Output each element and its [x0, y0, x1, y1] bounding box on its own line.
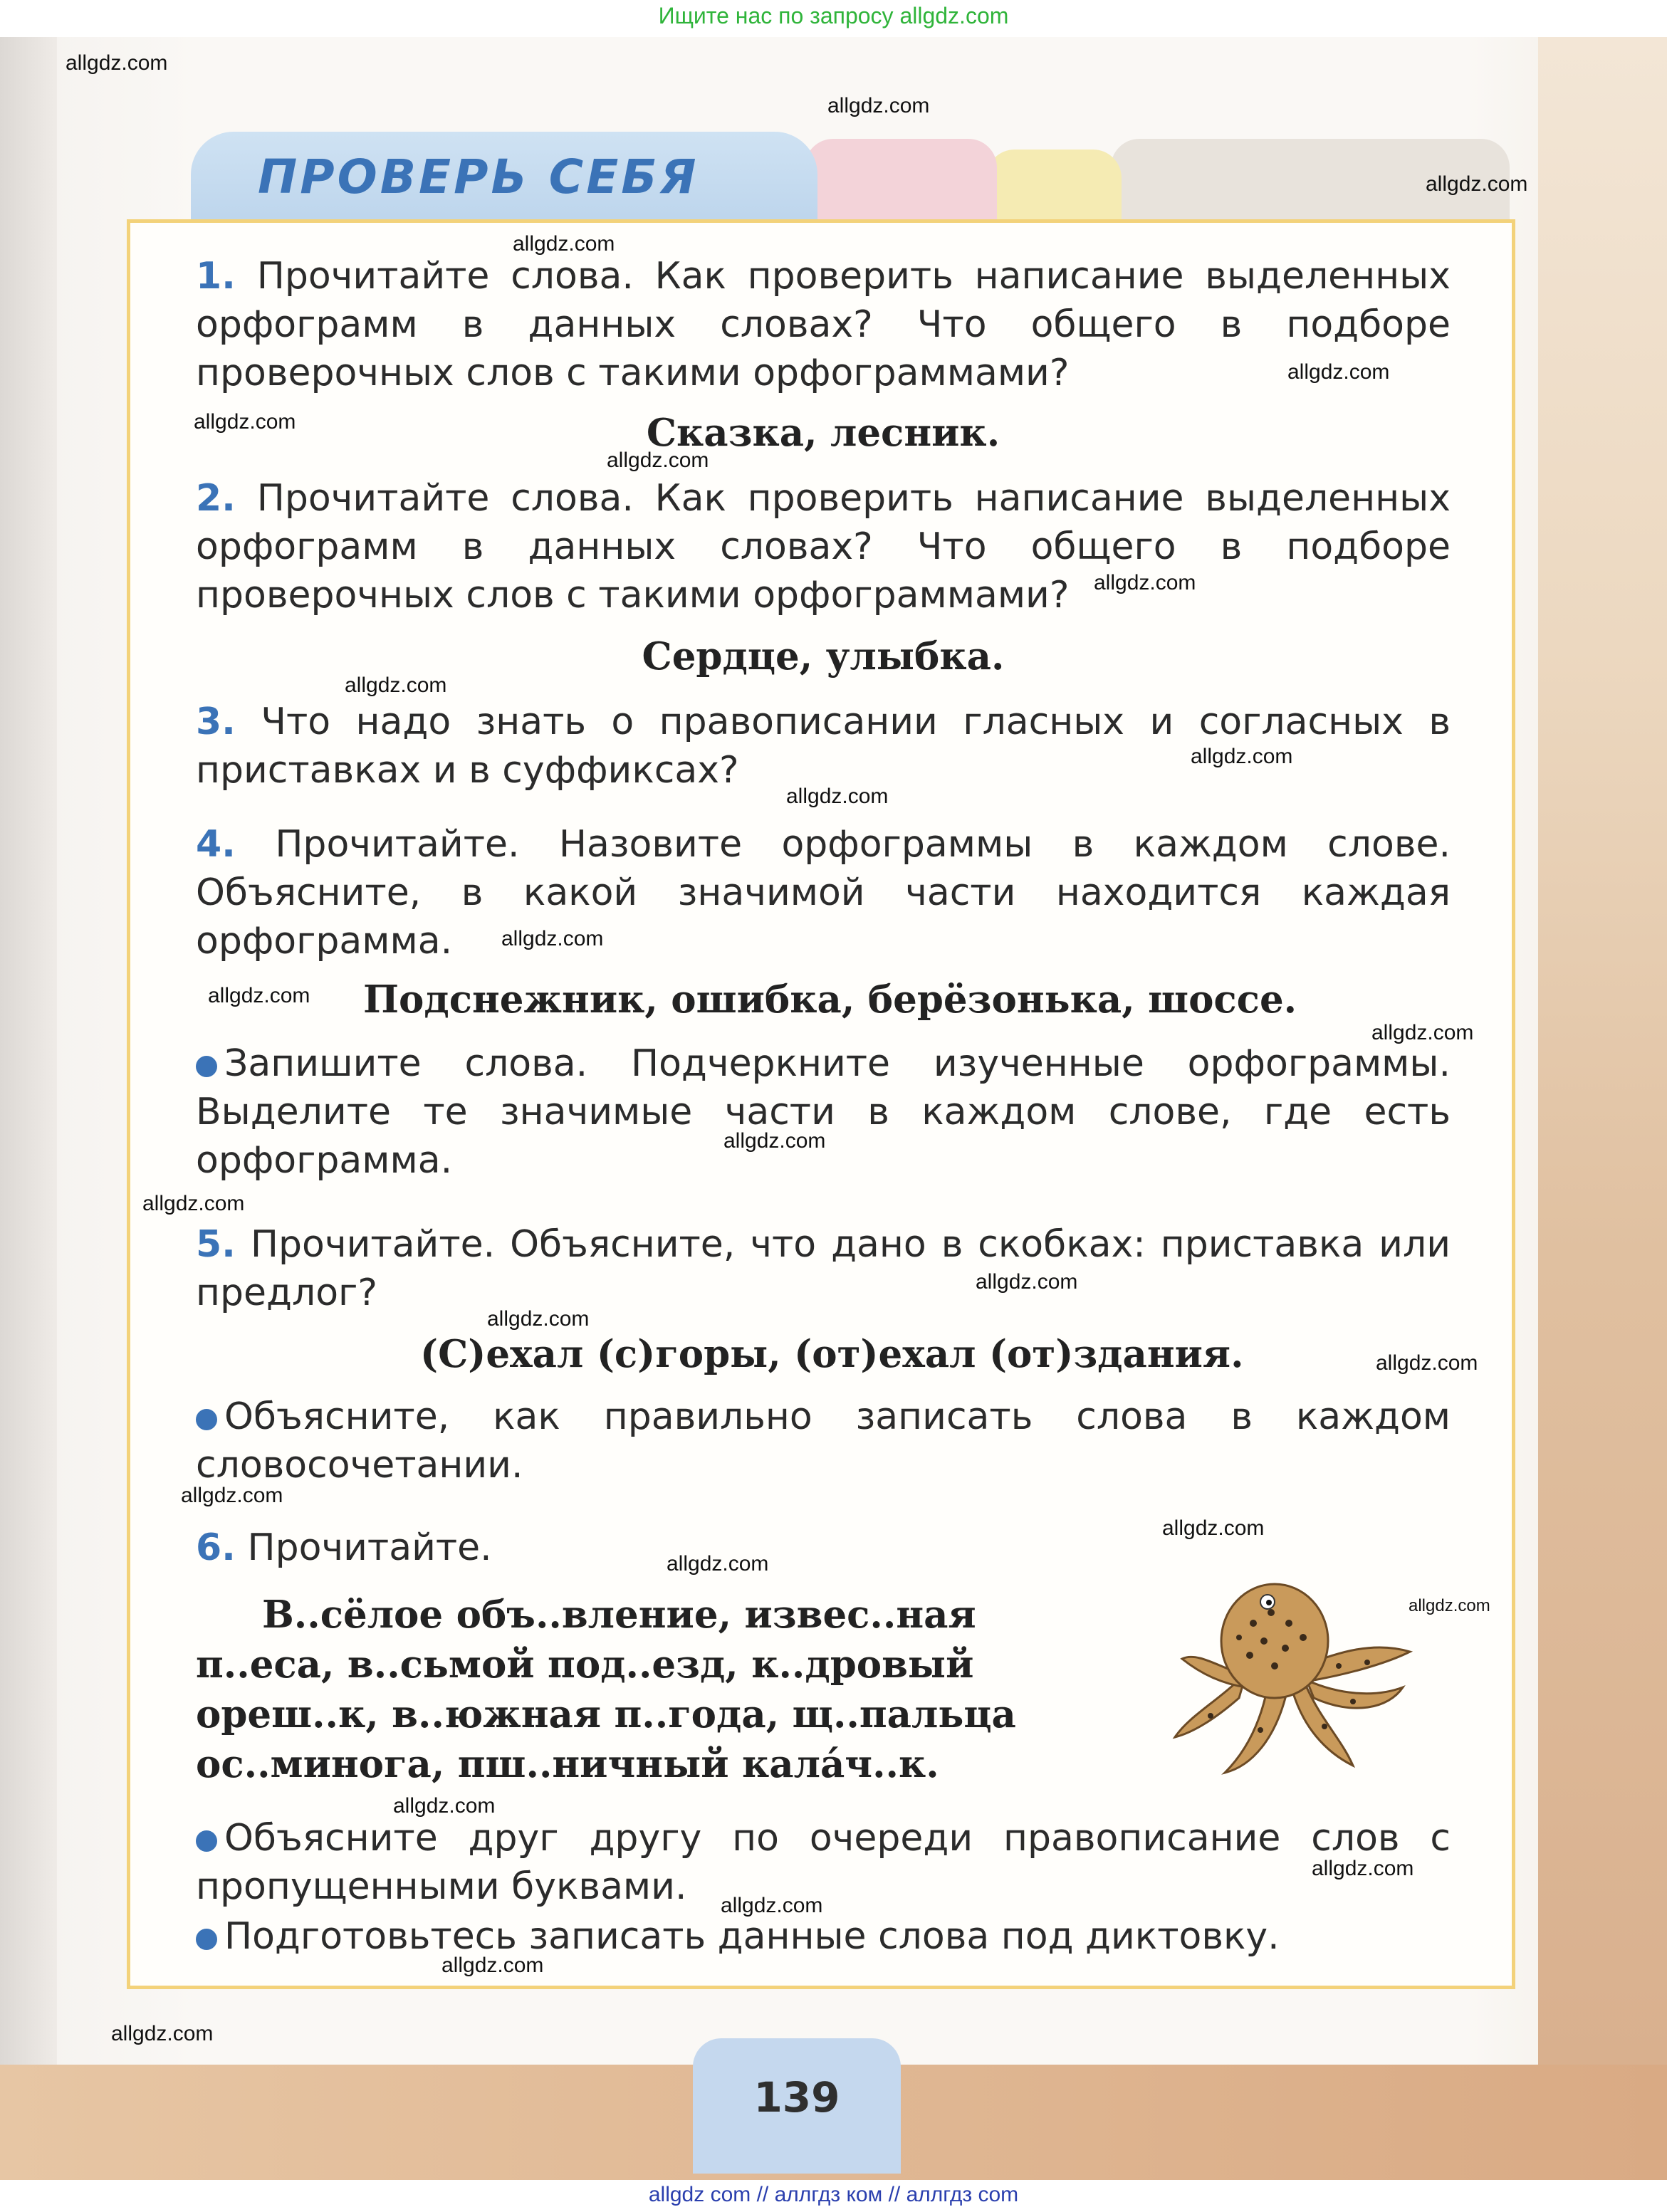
page-number: 139 — [753, 2073, 840, 2122]
task-6-bullet-1-text: Объясните друг другу по очереди правописание слов с пропущенными буквами. — [196, 1817, 1451, 1908]
watermark: allgdz.com — [1094, 571, 1196, 594]
watermark: allgdz.com — [607, 449, 709, 472]
watermark: allgdz.com — [1371, 1021, 1474, 1044]
watermark: allgdz.com — [667, 1552, 769, 1576]
watermark: allgdz.com — [1376, 1351, 1478, 1375]
watermark: allgdz.com — [827, 94, 930, 117]
watermark: allgdz.com — [1162, 1516, 1265, 1540]
bullet-dot-icon — [196, 1409, 217, 1430]
section-title: ПРОВЕРЬ СЕБЯ — [258, 150, 699, 204]
watermark: allgdz.com — [393, 1794, 496, 1818]
task-4-example: Подснежник, ошибка, берёзонька, шоссе. — [363, 977, 1297, 1022]
octopus-illustration — [1161, 1573, 1431, 1787]
watermark: allgdz.com — [721, 1894, 823, 1917]
task-4-bullet — [196, 1039, 1451, 1185]
bullet-dot-icon — [196, 1056, 217, 1077]
watermark: allgdz.com — [194, 410, 296, 434]
task-4-text — [196, 820, 1451, 965]
watermark: allgdz.com — [513, 232, 615, 256]
task-6-line-2: п..еса, в..сьмой под..езд, к..дровый — [196, 1642, 974, 1687]
task-5-bullet — [196, 1393, 1451, 1489]
task-5-text — [196, 1220, 1451, 1317]
bullet-dot-icon — [196, 1929, 217, 1950]
watermark: allgdz.com — [66, 51, 168, 75]
task-6-line-1: В..сёлое объ..вление, извес..ная — [262, 1593, 976, 1637]
page-margin-decoration — [1538, 37, 1667, 2066]
watermark: allgdz.com — [976, 1270, 1078, 1294]
watermark: allgdz.com — [786, 785, 889, 808]
task-2-number: 2. — [196, 477, 236, 520]
task-2-body: Прочитайте слова. Как проверить написание выделенных орфограмм в данных словах? Что общего в подборе проверочных слов с такими орфограммами? — [196, 477, 1451, 617]
task-4-bullet-text: Запишите слова. Подчеркните изученные орфограммы. Выделите те значимые части в каждом слове, где есть орфограмма. — [196, 1042, 1451, 1182]
watermark: allgdz.com — [723, 1129, 826, 1153]
task-6-number: 6. — [196, 1526, 236, 1569]
task-5-body: Прочитайте. Объясните, что дано в скобках: приставка или предлог? — [196, 1223, 1451, 1314]
watermark: allgdz.com — [441, 1954, 544, 1977]
book-gutter — [0, 37, 57, 2180]
watermark: allgdz.com — [142, 1192, 245, 1215]
watermark: allgdz.com — [1312, 1857, 1414, 1880]
task-6-bullet-2 — [196, 1912, 1451, 1961]
task-3-number: 3. — [196, 701, 236, 743]
task-6-bullet-2-text: Подготовьтесь записать данные слова под диктовку. — [224, 1915, 1280, 1958]
task-3-body: Что надо знать о правописании гласных и согласных в приставках и в суффиксах? — [196, 701, 1451, 792]
bullet-dot-icon — [196, 1830, 217, 1852]
task-1-number: 1. — [196, 255, 236, 298]
task-6-line-3: ореш..к, в..южная п..года, щ..пальца — [196, 1692, 1016, 1736]
task-6-line-4: ос..минога, пш..ничный кала́ч..к. — [196, 1742, 939, 1786]
task-1-text — [196, 252, 1451, 397]
task-5-number: 5. — [196, 1223, 236, 1266]
watermark: allgdz.com — [111, 2022, 214, 2045]
watermark: allgdz.com — [1287, 360, 1390, 384]
watermark: allgdz.com — [487, 1307, 590, 1331]
task-1-example: Сказка, лесник. — [646, 411, 1000, 455]
task-6-body: Прочитайте. — [247, 1526, 492, 1569]
top-search-link[interactable]: Ищите нас по запросу allgdz.com — [658, 3, 1009, 28]
task-6-bullet-1 — [196, 1814, 1451, 1911]
task-1-body: Прочитайте слова. Как проверить написание выделенных орфограмм в данных словах? Что общего в подборе проверочных слов с такими орфограммами? — [196, 255, 1451, 394]
task-4-body: Прочитайте. Назовите орфограммы в каждом слове. Объясните, в какой значимой части находится каждая орфограмма. — [196, 823, 1451, 963]
watermark: allgdz.com — [501, 927, 604, 950]
task-4-number: 4. — [196, 823, 236, 866]
task-5-bullet-text: Объясните, как правильно записать слова в каждом словосочетании. — [196, 1395, 1451, 1487]
bottom-link[interactable]: allgdz com // аллгдз ком // аллгдз com — [648, 2183, 1019, 2206]
watermark: allgdz.com — [1409, 1596, 1490, 1615]
task-2-text — [196, 474, 1451, 619]
watermark: allgdz.com — [208, 984, 310, 1007]
watermark: allgdz.com — [345, 673, 447, 697]
watermark: allgdz.com — [181, 1484, 283, 1507]
watermark: allgdz.com — [1426, 172, 1528, 196]
task-2-example: Сердце, улыбка. — [642, 634, 1005, 678]
watermark: allgdz.com — [1191, 745, 1293, 768]
task-5-example: (С)ехал (с)горы, (от)ехал (от)здания. — [420, 1332, 1244, 1376]
